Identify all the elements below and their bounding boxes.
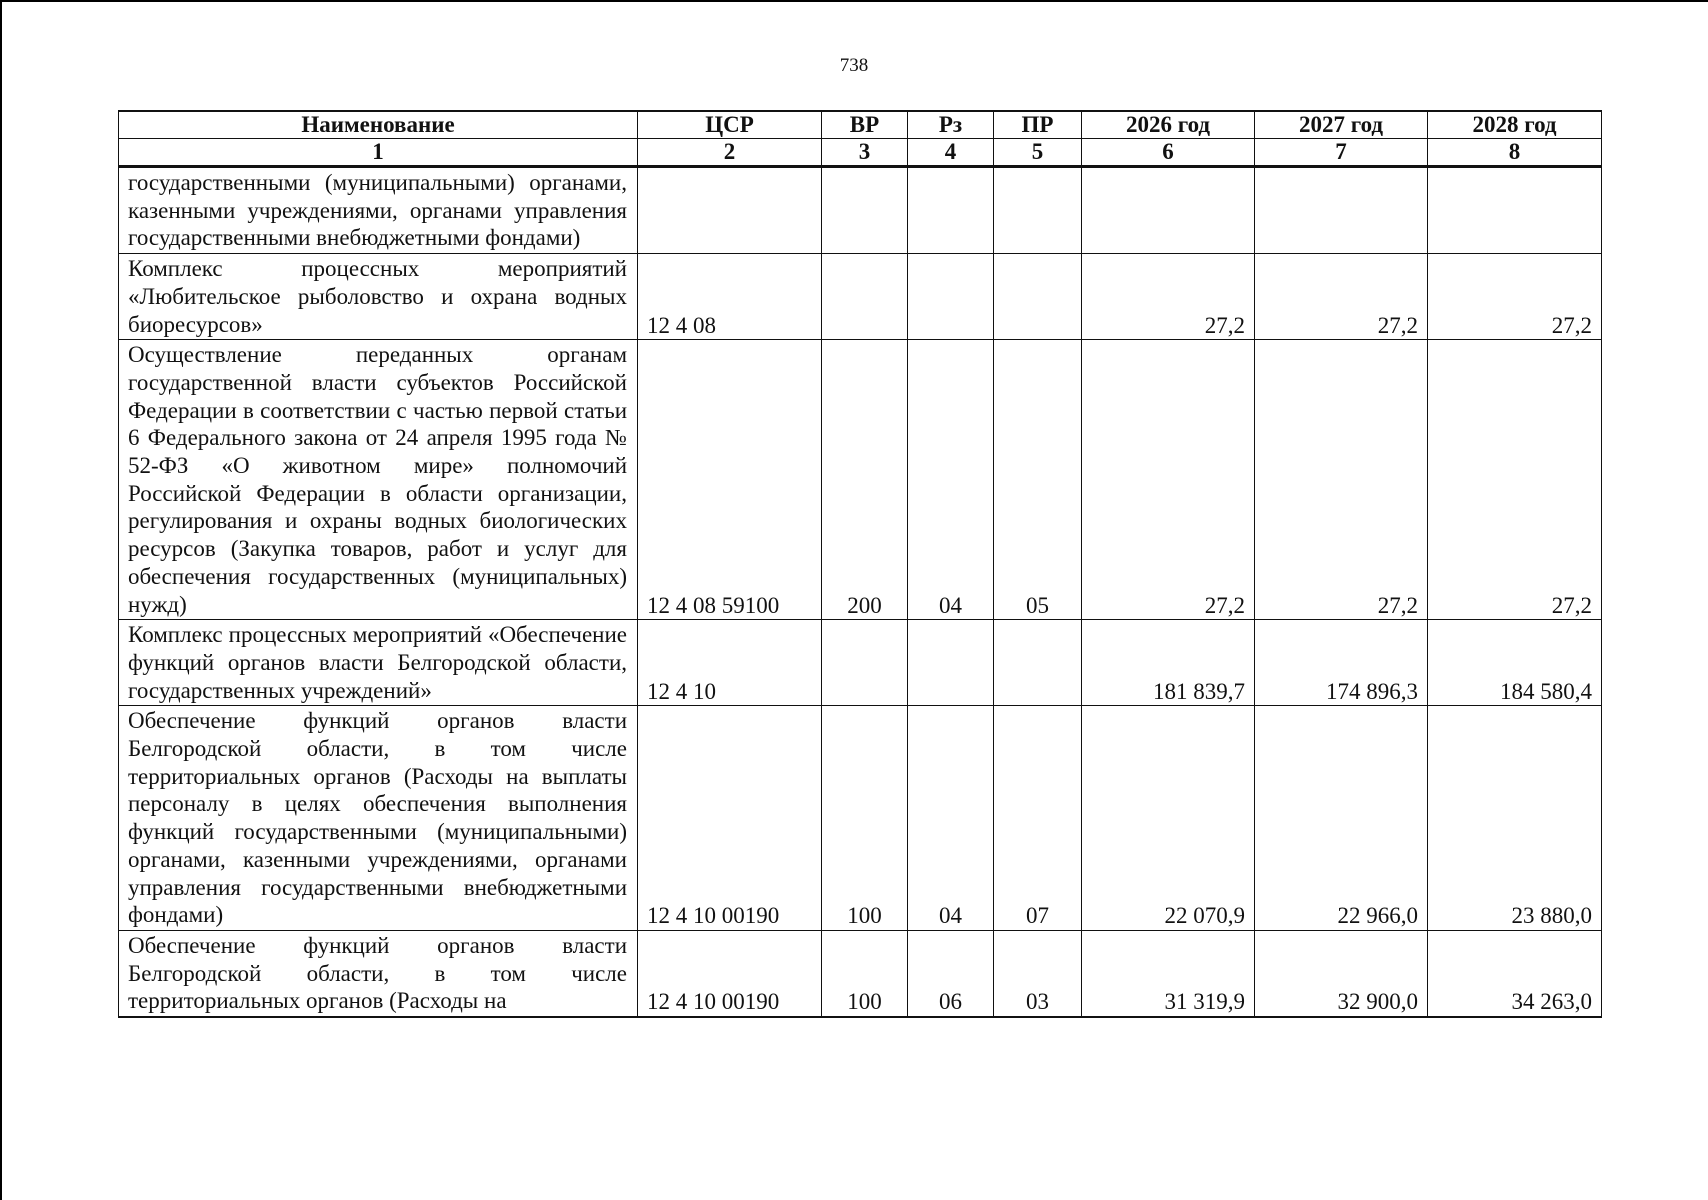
row-rz [908, 620, 994, 706]
row-pr [994, 254, 1082, 340]
header-pr: ПР [994, 111, 1082, 139]
table-row [119, 620, 1602, 706]
row-2028: 184 580,4 [1428, 620, 1602, 706]
row-csr [638, 167, 822, 254]
row-csr: 12 4 10 00190 [638, 706, 822, 931]
header-vr: ВР [822, 111, 908, 139]
row-pr: 03 [994, 930, 1082, 1017]
row-2026: 27,2 [1082, 254, 1255, 340]
column-number: 8 [1428, 139, 1602, 167]
row-2027: 27,2 [1255, 254, 1428, 340]
row-rz: 06 [908, 930, 994, 1017]
scan-edge-left [0, 0, 2, 1200]
row-2027: 27,2 [1255, 340, 1428, 620]
table-row [119, 930, 1602, 1017]
row-vr: 200 [822, 340, 908, 620]
column-number: 3 [822, 139, 908, 167]
header-2028: 2028 год [1428, 111, 1602, 139]
row-csr: 12 4 10 00190 [638, 930, 822, 1017]
header-2027: 2027 год [1255, 111, 1428, 139]
row-2027: 22 966,0 [1255, 706, 1428, 931]
header-2026: 2026 год [1082, 111, 1255, 139]
row-csr: 12 4 08 59100 [638, 340, 822, 620]
row-vr [822, 254, 908, 340]
row-rz [908, 167, 994, 254]
row-rz: 04 [908, 706, 994, 931]
row-2026: 181 839,7 [1082, 620, 1255, 706]
column-number: 1 [119, 139, 638, 167]
row-2026: 22 070,9 [1082, 706, 1255, 931]
header-csr: ЦСР [638, 111, 822, 139]
row-2028: 27,2 [1428, 254, 1602, 340]
table-row [119, 706, 1602, 931]
row-2027: 174 896,3 [1255, 620, 1428, 706]
row-name: Комплекс процессных мероприятий «Любительское рыболовство и охрана водных биоресурсов» [119, 254, 638, 340]
row-csr: 12 4 08 [638, 254, 822, 340]
row-name: Осуществление переданных органам государственной власти субъектов Российской Федерации в соответствии с частью первой статьи 6 Федерального закона от 24 апреля 1995 года № 52-ФЗ «О животном мире» полномочий Российской Федерации в области организации, регулирования и охраны водных биологических ресурсов (Закупка товаров, работ и услуг для обеспечения государственных (муниципальных) нужд) [119, 340, 638, 620]
row-name: государственными (муниципальными) органами, казенными учреждениями, органами управления государственными внебюджетными фондами) [119, 167, 638, 254]
row-name: Обеспечение функций органов власти Белгородской области, в том числе территориальных органов (Расходы на выплаты персоналу в целях обеспечения выполнения функций государственными (муниципальными) органами, казенными учреждениями, органами управления государственными внебюджетными фондами) [119, 706, 638, 931]
column-number: 4 [908, 139, 994, 167]
header-rz: Рз [908, 111, 994, 139]
row-2028 [1428, 167, 1602, 254]
row-pr: 05 [994, 340, 1082, 620]
column-number-row [119, 139, 1602, 167]
budget-table [118, 110, 1602, 1018]
header-row [119, 111, 1602, 139]
column-number: 2 [638, 139, 822, 167]
table-row [119, 340, 1602, 620]
table-row [119, 167, 1602, 254]
row-2026: 27,2 [1082, 340, 1255, 620]
scan-edge-top [0, 0, 1708, 2]
row-vr [822, 620, 908, 706]
row-pr: 07 [994, 706, 1082, 931]
row-name: Обеспечение функций органов власти Белгородской области, в том числе территориальных органов (Расходы на [119, 930, 638, 1017]
header-name: Наименование [119, 111, 638, 139]
row-pr [994, 167, 1082, 254]
row-name: Комплекс процессных мероприятий «Обеспечение функций органов власти Белгородской области, государственных учреждений» [119, 620, 638, 706]
page-number: 738 [839, 55, 869, 76]
row-vr [822, 167, 908, 254]
row-rz [908, 254, 994, 340]
row-2027 [1255, 167, 1428, 254]
row-vr: 100 [822, 706, 908, 931]
row-pr [994, 620, 1082, 706]
row-2028: 23 880,0 [1428, 706, 1602, 931]
row-2026: 31 319,9 [1082, 930, 1255, 1017]
column-number: 7 [1255, 139, 1428, 167]
row-2026 [1082, 167, 1255, 254]
column-number: 5 [994, 139, 1082, 167]
row-2027: 32 900,0 [1255, 930, 1428, 1017]
row-vr: 100 [822, 930, 908, 1017]
row-rz: 04 [908, 340, 994, 620]
table-row [119, 254, 1602, 340]
row-csr: 12 4 10 [638, 620, 822, 706]
column-number: 6 [1082, 139, 1255, 167]
row-2028: 27,2 [1428, 340, 1602, 620]
row-2028: 34 263,0 [1428, 930, 1602, 1017]
